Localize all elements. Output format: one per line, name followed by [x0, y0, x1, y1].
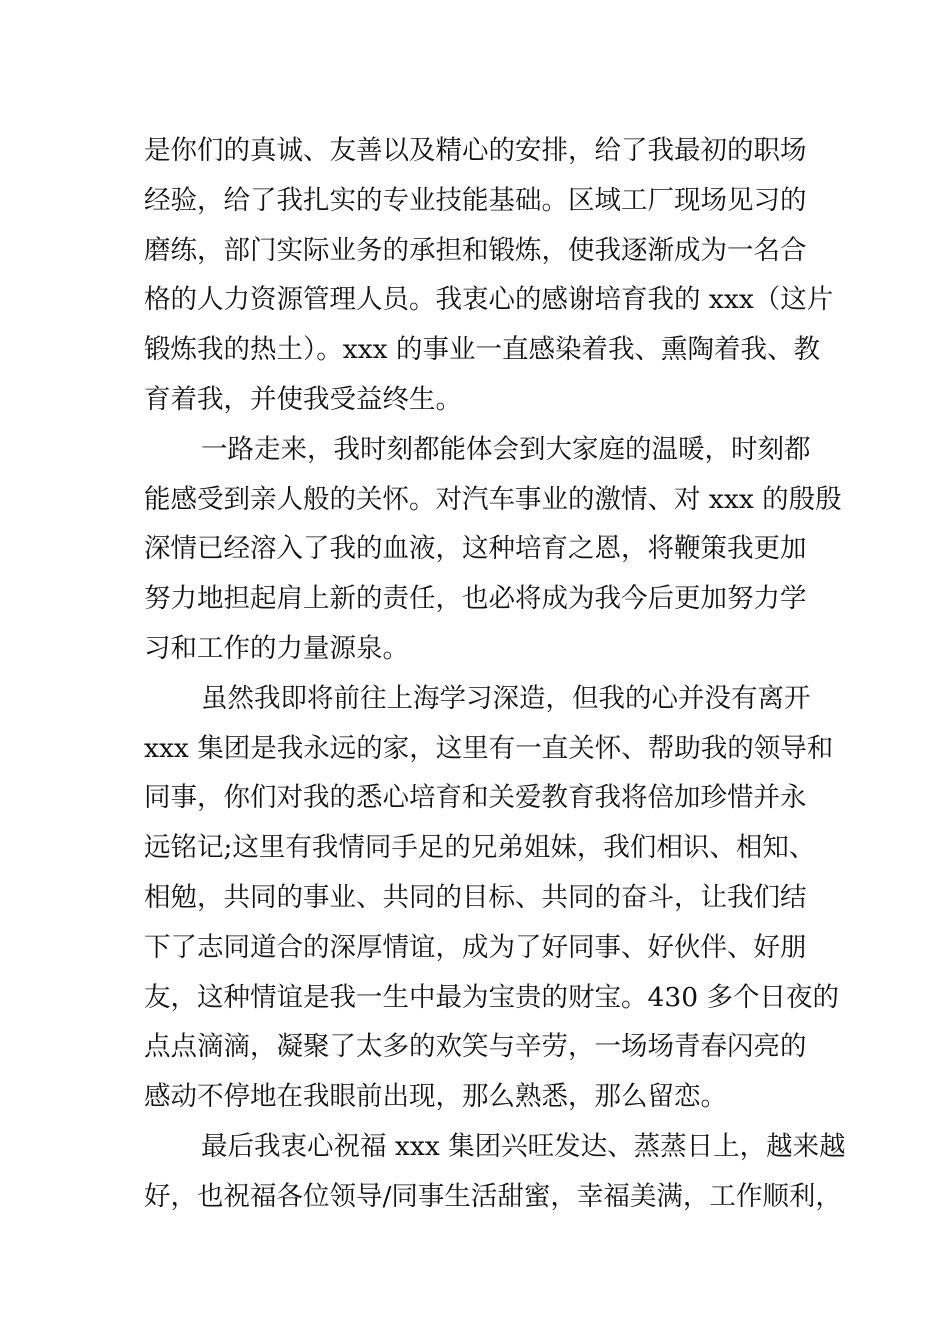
text-line: 育着我，并使我受益终生。	[144, 383, 462, 415]
text-line: 好，也祝福各位领导/同事生活甜蜜，幸福美满，工作顺利，	[144, 1180, 842, 1212]
paragraph-2	[144, 425, 842, 674]
text-line: 是你们的真诚、友善以及精心的安排，给了我最初的职场	[144, 135, 807, 166]
paragraph-4	[144, 1122, 846, 1222]
text-line: 格的人力资源管理人员。我衷心的感谢培育我的 xxx（这片	[144, 284, 834, 316]
text-line: 能感受到亲人般的关怀。对汽车事业的激情、对 xxx 的殷殷	[144, 483, 842, 515]
body-text	[144, 126, 846, 1222]
text-line: 远铭记;这里有我情同手足的兄弟姐妹，我们相识、相知、	[144, 832, 816, 864]
text-line: 一路走来，我时刻都能体会到大家庭的温暖，时刻都	[201, 433, 811, 465]
paragraph-3	[144, 674, 840, 1122]
text-line: 习和工作的力量源泉。	[144, 632, 409, 664]
paragraph-1	[144, 126, 834, 425]
text-line: 感动不停地在我眼前出现，那么熟悉，那么留恋。	[144, 1081, 727, 1113]
text-line: 点点滴滴，凝聚了太多的欢笑与辛劳，一场场青春闪亮的	[144, 1031, 807, 1063]
text-line: 相勉，共同的事业、共同的目标、共同的奋斗，让我们结	[144, 881, 807, 913]
text-line: 锻炼我的热土）。xxx 的事业一直感染着我、熏陶着我、教	[144, 334, 821, 366]
text-line: 深情已经溶入了我的血液，这种培育之恩，将鞭策我更加	[144, 533, 807, 565]
text-line: 磨练，部门实际业务的承担和锻炼，使我逐渐成为一名合	[144, 234, 807, 266]
text-line: 经验，给了我扎实的专业技能基础。区域工厂现场见习的	[144, 184, 807, 216]
text-line: 努力地担起肩上新的责任，也必将成为我今后更加努力学	[144, 583, 807, 615]
text-line: 下了志同道合的深厚情谊，成为了好同事、好伙伴、好朋	[144, 931, 807, 963]
text-line: 同事，你们对我的悉心培育和关爱教育我将倍加珍惜并永	[144, 782, 807, 814]
text-line: 虽然我即将前往上海学习深造，但我的心并没有离开	[201, 682, 811, 714]
text-line: 最后我衷心祝福 xxx 集团兴旺发达、蒸蒸日上，越来越	[201, 1130, 846, 1162]
text-line: 友，这种情谊是我一生中最为宝贵的财宝。430 多个日夜的	[144, 981, 840, 1013]
text-line: xxx 集团是我永远的家，这里有一直关怀、帮助我的领导和	[144, 732, 834, 764]
